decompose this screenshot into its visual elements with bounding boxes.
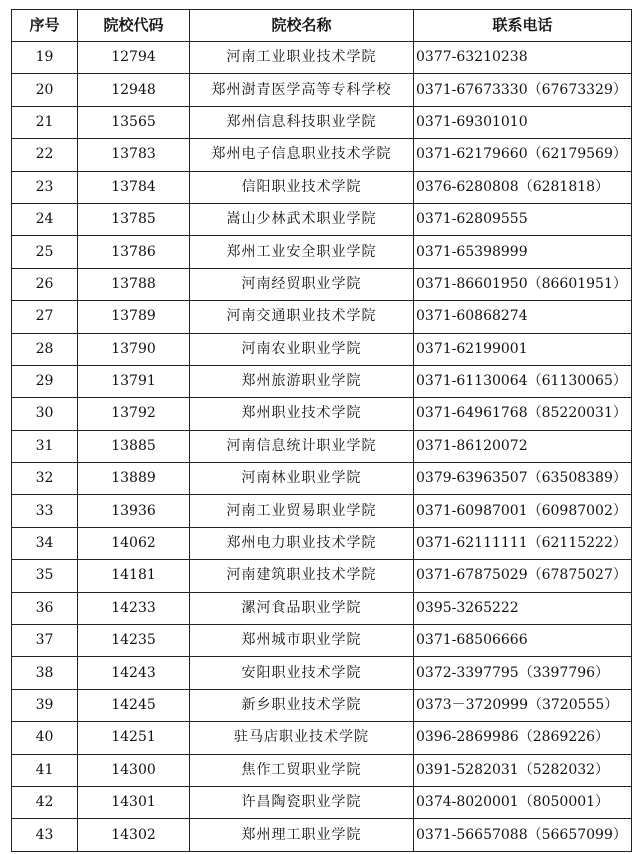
contact-phone: 0377-63210238 (414, 42, 632, 74)
school-code: 14062 (78, 527, 190, 559)
row-index: 41 (12, 754, 78, 786)
row-index: 29 (12, 365, 78, 397)
school-name: 河南林业职业学院 (190, 463, 414, 495)
school-code: 13790 (78, 333, 190, 365)
school-name: 嵩山少林武术职业学院 (190, 203, 414, 235)
school-name: 郑州信息科技职业学院 (190, 106, 414, 138)
table-row (12, 333, 632, 365)
school-name: 河南信息统计职业学院 (190, 430, 414, 462)
row-index: 42 (12, 786, 78, 818)
table-header-row (12, 10, 632, 42)
contact-phone: 0373－3720999（3720555） (414, 689, 632, 721)
school-code: 13791 (78, 365, 190, 397)
school-code: 14251 (78, 722, 190, 754)
contact-phone: 0371-86120072 (414, 430, 632, 462)
school-name: 河南交通职业技术学院 (190, 301, 414, 333)
table-row (12, 268, 632, 300)
header-school-code: 院校代码 (78, 10, 190, 42)
header-school-name: 院校名称 (190, 10, 414, 42)
table-row (12, 527, 632, 559)
contact-phone: 0396-2869986（2869226） (414, 722, 632, 754)
school-code: 13936 (78, 495, 190, 527)
school-name: 郑州澍青医学高等专科学校 (190, 74, 414, 106)
school-code: 14302 (78, 819, 190, 851)
school-name: 河南经贸职业学院 (190, 268, 414, 300)
contact-phone: 0391-5282031（5282032） (414, 754, 632, 786)
contact-phone: 0372-3397795（3397796） (414, 657, 632, 689)
table-row (12, 495, 632, 527)
school-name: 河南农业职业学院 (190, 333, 414, 365)
contact-phone: 0371-67875029（67875027） (414, 560, 632, 592)
school-name: 许昌陶瓷职业学院 (190, 786, 414, 818)
school-name: 郑州电力职业技术学院 (190, 527, 414, 559)
table-row (12, 365, 632, 397)
contact-phone: 0371-86601950（86601951） (414, 268, 632, 300)
table-body (12, 42, 632, 852)
header-contact-phone: 联系电话 (414, 10, 632, 42)
table-row (12, 203, 632, 235)
table-row (12, 236, 632, 268)
row-index: 38 (12, 657, 78, 689)
table-row (12, 689, 632, 721)
school-name: 郑州城市职业学院 (190, 625, 414, 657)
table-row (12, 592, 632, 624)
row-index: 27 (12, 301, 78, 333)
contact-phone: 0371-60868274 (414, 301, 632, 333)
table-row (12, 786, 632, 818)
school-name: 漯河食品职业学院 (190, 592, 414, 624)
school-name: 河南工业贸易职业学院 (190, 495, 414, 527)
table-row (12, 430, 632, 462)
school-code: 14243 (78, 657, 190, 689)
row-index: 22 (12, 139, 78, 171)
table-row (12, 722, 632, 754)
table-row (12, 560, 632, 592)
school-code: 12948 (78, 74, 190, 106)
contact-phone: 0379-63963507（63508389） (414, 463, 632, 495)
school-code: 12794 (78, 42, 190, 74)
row-index: 21 (12, 106, 78, 138)
school-contact-table (11, 9, 632, 852)
contact-phone: 0371-61130064（61130065） (414, 365, 632, 397)
contact-phone: 0374-8020001（8050001） (414, 786, 632, 818)
school-code: 14235 (78, 625, 190, 657)
school-code: 14181 (78, 560, 190, 592)
school-code: 14233 (78, 592, 190, 624)
school-name: 焦作工贸职业学院 (190, 754, 414, 786)
school-code: 13786 (78, 236, 190, 268)
row-index: 32 (12, 463, 78, 495)
contact-phone: 0371-68506666 (414, 625, 632, 657)
contact-phone: 0371-69301010 (414, 106, 632, 138)
contact-phone: 0371-62111111（62115222） (414, 527, 632, 559)
school-contact-table-container (11, 9, 631, 852)
row-index: 26 (12, 268, 78, 300)
row-index: 34 (12, 527, 78, 559)
row-index: 28 (12, 333, 78, 365)
table-row (12, 463, 632, 495)
table-row (12, 171, 632, 203)
school-name: 驻马店职业技术学院 (190, 722, 414, 754)
row-index: 43 (12, 819, 78, 851)
school-code: 13785 (78, 203, 190, 235)
contact-phone: 0371-65398999 (414, 236, 632, 268)
school-name: 郑州理工职业学院 (190, 819, 414, 851)
contact-phone: 0371-56657088（56657099） (414, 819, 632, 851)
row-index: 23 (12, 171, 78, 203)
school-name: 郑州工业安全职业学院 (190, 236, 414, 268)
contact-phone: 0376-6280808（6281818） (414, 171, 632, 203)
table-row (12, 74, 632, 106)
school-code: 14301 (78, 786, 190, 818)
table-row (12, 398, 632, 430)
school-name: 郑州旅游职业学院 (190, 365, 414, 397)
school-code: 13565 (78, 106, 190, 138)
school-name: 信阳职业技术学院 (190, 171, 414, 203)
school-name: 新乡职业技术学院 (190, 689, 414, 721)
row-index: 35 (12, 560, 78, 592)
table-row (12, 42, 632, 74)
school-code: 13783 (78, 139, 190, 171)
row-index: 19 (12, 42, 78, 74)
row-index: 36 (12, 592, 78, 624)
contact-phone: 0395-3265222 (414, 592, 632, 624)
table-row (12, 819, 632, 851)
school-code: 14300 (78, 754, 190, 786)
contact-phone: 0371-62199001 (414, 333, 632, 365)
row-index: 20 (12, 74, 78, 106)
contact-phone: 0371-67673330（67673329） (414, 74, 632, 106)
school-code: 13789 (78, 301, 190, 333)
row-index: 31 (12, 430, 78, 462)
school-code: 14245 (78, 689, 190, 721)
header-index: 序号 (12, 10, 78, 42)
row-index: 39 (12, 689, 78, 721)
row-index: 24 (12, 203, 78, 235)
table-row (12, 139, 632, 171)
table-row (12, 301, 632, 333)
row-index: 37 (12, 625, 78, 657)
contact-phone: 0371-64961768（85220031） (414, 398, 632, 430)
row-index: 40 (12, 722, 78, 754)
school-code: 13784 (78, 171, 190, 203)
school-name: 安阳职业技术学院 (190, 657, 414, 689)
table-row (12, 657, 632, 689)
contact-phone: 0371-62179660（62179569） (414, 139, 632, 171)
contact-phone: 0371-60987001（60987002） (414, 495, 632, 527)
school-name: 河南工业职业技术学院 (190, 42, 414, 74)
table-row (12, 625, 632, 657)
row-index: 25 (12, 236, 78, 268)
contact-phone: 0371-62809555 (414, 203, 632, 235)
row-index: 33 (12, 495, 78, 527)
school-name: 河南建筑职业技术学院 (190, 560, 414, 592)
school-name: 郑州职业技术学院 (190, 398, 414, 430)
school-code: 13788 (78, 268, 190, 300)
school-code: 13792 (78, 398, 190, 430)
school-name: 郑州电子信息职业技术学院 (190, 139, 414, 171)
row-index: 30 (12, 398, 78, 430)
table-row (12, 754, 632, 786)
school-code: 13889 (78, 463, 190, 495)
table-row (12, 106, 632, 138)
school-code: 13885 (78, 430, 190, 462)
